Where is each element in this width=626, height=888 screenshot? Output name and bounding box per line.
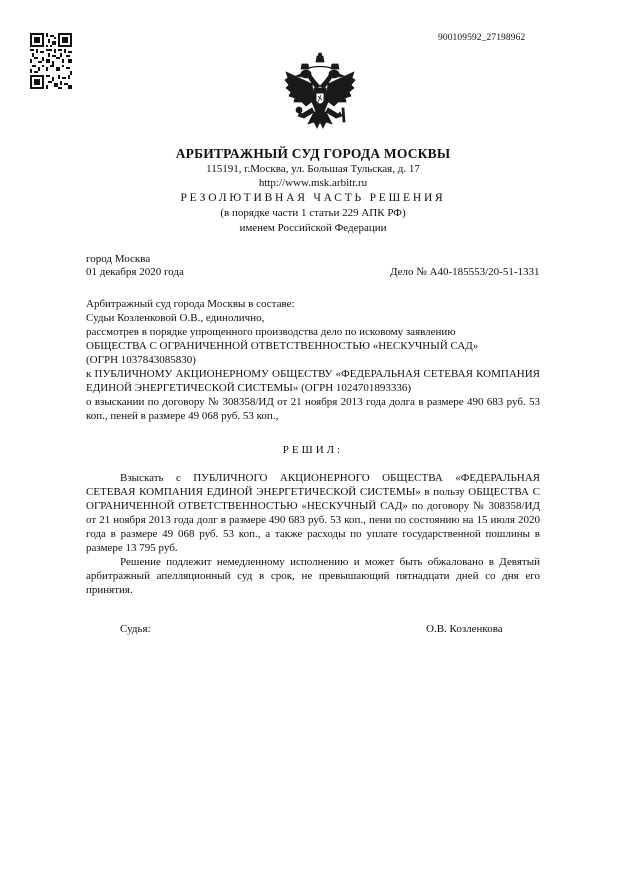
qr-code-icon: [30, 33, 72, 89]
intro-section: [86, 297, 540, 423]
claimant: ОБЩЕСТВА С ОГРАНИЧЕННОЙ ОТВЕТСТВЕННОСТЬЮ «НЕСКУЧНЫЙ САД»: [86, 340, 479, 352]
decision-date: 01 декабря 2020 года: [86, 266, 184, 278]
decision-section: [86, 471, 540, 597]
in-name-of: именем Российской Федерации: [239, 222, 387, 234]
court-name: АРБИТРАЖНЫЙ СУД ГОРОДА МОСКВЫ: [175, 146, 451, 161]
case-number: Дело № А40-185553/20-51-1331: [390, 266, 540, 278]
court-address: 115191, г.Москва, ул. Большая Тульская, д. 17: [206, 163, 420, 175]
court-website: http://www.msk.arbitr.ru: [258, 177, 368, 189]
coat-of-arms-icon: [282, 52, 358, 134]
decision-title: РЕЗОЛЮТИВНАЯ ЧАСТЬ РЕШЕНИЯ: [180, 192, 446, 204]
intro-line-composition: Арбитражный суд города Москвы в составе:: [86, 298, 295, 310]
claimant-ogrn: (ОГРН 1037843085830): [86, 354, 196, 366]
decision-paragraph-2: Решение подлежит немедленному исполнению и может быть обжаловано в Девятый арбитражный апелляционный суд в срок, не превышающий пятнадцати дней со дня его принятия.: [86, 556, 540, 596]
signature-label: Судья:: [120, 623, 151, 635]
claim-subject: о взыскании по договору № 308358/ИД от 21 ноября 2013 года долга в размере 490 683 руб. 53 коп., пеней в размере 49 068 руб. 53 коп.,: [86, 396, 540, 422]
document-id: 900109592_27198962: [438, 33, 526, 43]
judge-name: О.В. Козленкова: [426, 623, 503, 635]
intro-line-judge: Судьи Козленковой О.В., единолично,: [86, 312, 265, 324]
city: город Москва: [86, 253, 151, 265]
defendant: к ПУБЛИЧНОМУ АКЦИОНЕРНОМУ ОБЩЕСТВУ «ФЕДЕРАЛЬНАЯ СЕТЕВАЯ КОМПАНИЯ ЕДИНОЙ ЭНЕРГЕТИЧЕСКОЙ СИСТЕМЫ» (ОГРН 1024701893336): [86, 368, 540, 394]
decided-label: РЕШИЛ:: [282, 444, 344, 456]
procedure-note: (в порядке части 1 статьи 229 АПК РФ): [220, 207, 406, 219]
decision-paragraph-1: Взыскать с ПУБЛИЧНОГО АКЦИОНЕРНОГО ОБЩЕСТВА «ФЕДЕРАЛЬНАЯ СЕТЕВАЯ КОМПАНИЯ ЕДИНОЙ ЭНЕРГЕТИЧЕСКОЙ СИСТЕМЫ» в пользу ОБЩЕСТВА С ОГРАНИЧЕННОЙ ОТВЕТСТВЕННОСТЬЮ «НЕСКУЧНЫЙ САД» по договору № 308358/ИД от 21 ноября 2013 года долг в размере 490 683 руб. 53 коп., пени по состоянию на 15 июля 2020 года в размере 49 068 руб. 53 коп., а также расходы по уплате государственной пошлины в размере 13 795 руб.: [86, 472, 540, 554]
intro-line-procedure: рассмотрев в порядке упрощенного производства дело по исковому заявлению: [86, 326, 456, 338]
